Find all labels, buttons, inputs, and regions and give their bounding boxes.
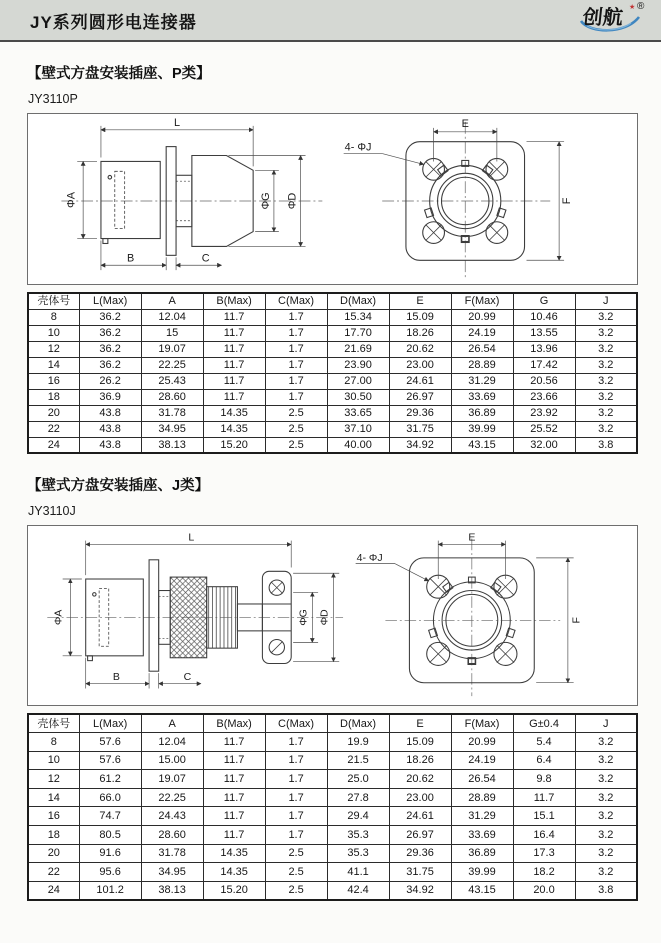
table-cell: 29.36 <box>389 844 451 863</box>
table-cell: 38.13 <box>141 437 203 453</box>
table-cell: 12 <box>28 770 79 789</box>
table-cell: 36.2 <box>79 341 141 357</box>
table-cell: 28.89 <box>451 357 513 373</box>
table-cell: 2.5 <box>265 881 327 900</box>
dim-label-E: E <box>461 117 469 130</box>
technical-drawing-p <box>27 113 638 285</box>
table-cell: 15 <box>141 325 203 341</box>
table-cell: 15.34 <box>327 309 389 325</box>
model-number-j: JY3110J <box>28 504 76 518</box>
table-cell: 31.78 <box>141 405 203 421</box>
table-cell: 9.8 <box>513 770 575 789</box>
dimension-table-p <box>27 292 638 454</box>
table-cell: 20.62 <box>389 341 451 357</box>
column-header: J <box>575 293 637 309</box>
table-cell: 27.8 <box>327 788 389 807</box>
dim-label-phiG: ΦG <box>259 192 272 210</box>
table-cell: 26.54 <box>451 341 513 357</box>
table-cell: 34.92 <box>389 437 451 453</box>
table-cell: 26.54 <box>451 770 513 789</box>
dimension-table-j <box>27 713 638 901</box>
dim-label-L: L <box>188 531 195 544</box>
table-row <box>28 788 637 807</box>
table-row <box>28 341 637 357</box>
logo-star-icon: ★ <box>629 3 636 11</box>
table-cell: 12.04 <box>141 309 203 325</box>
table-cell: 22 <box>28 863 79 882</box>
table-cell: 31.29 <box>451 807 513 826</box>
table-cell: 26.97 <box>389 826 451 845</box>
table-cell: 39.99 <box>451 863 513 882</box>
table-cell: 3.2 <box>575 357 637 373</box>
table-cell: 1.7 <box>265 341 327 357</box>
page-header <box>0 0 661 42</box>
table-cell: 42.4 <box>327 881 389 900</box>
table-row <box>28 807 637 826</box>
table-cell: 1.7 <box>265 309 327 325</box>
dimension-lines <box>344 128 564 260</box>
table-cell: 16.4 <box>513 826 575 845</box>
table-cell: 15.20 <box>203 881 265 900</box>
table-cell: 27.00 <box>327 373 389 389</box>
table-cell: 2.5 <box>265 405 327 421</box>
column-header: 壳体号 <box>28 293 79 309</box>
table-cell: 20.0 <box>513 881 575 900</box>
table-cell: 8 <box>28 309 79 325</box>
table-cell: 18.26 <box>389 325 451 341</box>
dim-label-phiA: ΦA <box>65 192 78 208</box>
table-cell: 11.7 <box>203 733 265 752</box>
column-header: A <box>141 714 203 733</box>
table-cell: 3.2 <box>575 373 637 389</box>
table-cell: 30.50 <box>327 389 389 405</box>
table-cell: 15.00 <box>141 751 203 770</box>
table-cell: 23.66 <box>513 389 575 405</box>
table-cell: 20.99 <box>451 733 513 752</box>
technical-drawing-j <box>27 525 638 706</box>
table-cell: 14.35 <box>203 421 265 437</box>
table-cell: 39.99 <box>451 421 513 437</box>
table-cell: 24 <box>28 437 79 453</box>
table-cell: 18 <box>28 826 79 845</box>
table-cell: 17.3 <box>513 844 575 863</box>
table-cell: 20 <box>28 844 79 863</box>
table-cell: 3.2 <box>575 844 637 863</box>
table-cell: 12 <box>28 341 79 357</box>
table-cell: 24.19 <box>451 751 513 770</box>
table-cell: 25.43 <box>141 373 203 389</box>
table-row <box>28 826 637 845</box>
table-cell: 11.7 <box>203 357 265 373</box>
table-cell: 11.7 <box>203 770 265 789</box>
table-cell: 3.8 <box>575 881 637 900</box>
table-cell: 2.5 <box>265 844 327 863</box>
dim-label-B: B <box>112 670 120 683</box>
column-header: C(Max) <box>265 293 327 309</box>
table-cell: 14 <box>28 788 79 807</box>
table-cell: 1.7 <box>265 733 327 752</box>
table-row <box>28 770 637 789</box>
table-cell: 13.55 <box>513 325 575 341</box>
p-side-view-drawing <box>30 114 332 284</box>
table-cell: 32.00 <box>513 437 575 453</box>
page-content <box>0 62 661 901</box>
dim-label-phiD: ΦD <box>318 609 331 626</box>
table-row <box>28 421 637 437</box>
column-header: B(Max) <box>203 293 265 309</box>
table-header-row <box>28 714 637 733</box>
table-cell: 11.7 <box>203 807 265 826</box>
table-cell: 14.35 <box>203 405 265 421</box>
table-cell: 11.7 <box>203 389 265 405</box>
table-cell: 19.9 <box>327 733 389 752</box>
dim-label-F: F <box>561 197 573 205</box>
table-cell: 3.2 <box>575 325 637 341</box>
j-side-view-drawing <box>30 526 347 705</box>
table-cell: 11.7 <box>203 751 265 770</box>
table-cell: 57.6 <box>79 733 141 752</box>
table-cell: 3.2 <box>575 733 637 752</box>
section-title-p: 【壁式方盘安装插座、P类】 <box>27 66 211 82</box>
table-cell: 24.19 <box>451 325 513 341</box>
table-cell: 66.0 <box>79 788 141 807</box>
table-cell: 33.69 <box>451 389 513 405</box>
table-cell: 20.99 <box>451 309 513 325</box>
table-cell: 17.42 <box>513 357 575 373</box>
table-cell: 23.00 <box>389 788 451 807</box>
table-cell: 40.00 <box>327 437 389 453</box>
dimension-lines <box>356 541 574 683</box>
table-cell: 1.7 <box>265 807 327 826</box>
table-cell: 43.8 <box>79 421 141 437</box>
table-cell: 24.43 <box>141 807 203 826</box>
dim-label-C: C <box>201 252 210 265</box>
table-row <box>28 733 637 752</box>
table-cell: 43.8 <box>79 405 141 421</box>
table-cell: 14.35 <box>203 844 265 863</box>
table-cell: 43.8 <box>79 437 141 453</box>
table-cell: 3.2 <box>575 863 637 882</box>
table-cell: 11.7 <box>203 309 265 325</box>
table-row <box>28 437 637 453</box>
table-cell: 29.4 <box>327 807 389 826</box>
table-row <box>28 751 637 770</box>
column-header: D(Max) <box>327 293 389 309</box>
brand-logo <box>573 0 651 40</box>
table-cell: 91.6 <box>79 844 141 863</box>
column-header: L(Max) <box>79 293 141 309</box>
table-cell: 21.5 <box>327 751 389 770</box>
table-cell: 34.95 <box>141 421 203 437</box>
holes-callout: 4- ΦJ <box>344 141 372 154</box>
table-cell: 20.62 <box>389 770 451 789</box>
table-cell: 22 <box>28 421 79 437</box>
table-cell: 36.2 <box>79 309 141 325</box>
table-cell: 3.2 <box>575 807 637 826</box>
dim-label-phiA: ΦA <box>52 609 65 626</box>
holes-callout: 4- ΦJ <box>356 551 383 564</box>
table-cell: 3.8 <box>575 437 637 453</box>
table-cell: 2.5 <box>265 421 327 437</box>
table-row <box>28 844 637 863</box>
table-cell: 31.29 <box>451 373 513 389</box>
table-cell: 34.95 <box>141 863 203 882</box>
table-cell: 2.5 <box>265 437 327 453</box>
dim-label-L: L <box>174 116 181 129</box>
dim-label-E: E <box>468 531 476 544</box>
table-cell: 24.61 <box>389 373 451 389</box>
connector-body <box>86 579 144 661</box>
table-cell: 22.25 <box>141 357 203 373</box>
table-cell: 24.61 <box>389 807 451 826</box>
table-cell: 22.25 <box>141 788 203 807</box>
table-cell: 36.2 <box>79 357 141 373</box>
table-cell: 43.15 <box>451 437 513 453</box>
table-cell: 38.13 <box>141 881 203 900</box>
table-cell: 11.7 <box>203 325 265 341</box>
table-cell: 25.0 <box>327 770 389 789</box>
table-cell: 36.89 <box>451 405 513 421</box>
brand-logo-icon <box>573 0 651 35</box>
dim-label-C: C <box>183 670 192 683</box>
table-cell: 31.78 <box>141 844 203 863</box>
table-cell: 36.89 <box>451 844 513 863</box>
column-header: E <box>389 293 451 309</box>
table-cell: 3.2 <box>575 309 637 325</box>
knurled-nut <box>170 577 206 658</box>
table-cell: 101.2 <box>79 881 141 900</box>
table-cell: 11.7 <box>203 788 265 807</box>
table-cell: 43.15 <box>451 881 513 900</box>
table-cell: 11.7 <box>203 826 265 845</box>
table-cell: 37.10 <box>327 421 389 437</box>
table-cell: 10.46 <box>513 309 575 325</box>
column-header: E <box>389 714 451 733</box>
table-row <box>28 325 637 341</box>
table-cell: 19.07 <box>141 770 203 789</box>
table-cell: 3.2 <box>575 341 637 357</box>
table-cell: 1.7 <box>265 770 327 789</box>
table-cell: 16 <box>28 373 79 389</box>
table-cell: 19.07 <box>141 341 203 357</box>
table-cell: 36.2 <box>79 325 141 341</box>
table-cell: 16 <box>28 807 79 826</box>
table-cell: 74.7 <box>79 807 141 826</box>
mounting-flange <box>149 560 159 671</box>
dim-label-phiG: ΦG <box>297 609 310 626</box>
model-number-p: JY3110P <box>28 92 78 106</box>
table-row <box>28 389 637 405</box>
table-row <box>28 357 637 373</box>
table-cell: 11.7 <box>203 341 265 357</box>
table-cell: 2.5 <box>265 863 327 882</box>
table-cell: 18.2 <box>513 863 575 882</box>
column-header: A <box>141 293 203 309</box>
table-cell: 3.2 <box>575 788 637 807</box>
table-cell: 15.1 <box>513 807 575 826</box>
table-row <box>28 405 637 421</box>
column-header: J <box>575 714 637 733</box>
table-cell: 23.92 <box>513 405 575 421</box>
table-cell: 15.09 <box>389 309 451 325</box>
column-header: D(Max) <box>327 714 389 733</box>
table-cell: 61.2 <box>79 770 141 789</box>
table-cell: 36.9 <box>79 389 141 405</box>
table-cell: 1.7 <box>265 826 327 845</box>
table-cell: 6.4 <box>513 751 575 770</box>
table-row <box>28 881 637 900</box>
table-cell: 15.09 <box>389 733 451 752</box>
table-row <box>28 863 637 882</box>
table-cell: 1.7 <box>265 751 327 770</box>
j-front-view-drawing <box>347 526 635 705</box>
column-header: F(Max) <box>451 293 513 309</box>
table-cell: 23.00 <box>389 357 451 373</box>
table-cell: 1.7 <box>265 788 327 807</box>
table-cell: 3.2 <box>575 421 637 437</box>
section-j-type <box>27 474 638 901</box>
column-header: 壳体号 <box>28 714 79 733</box>
table-cell: 3.2 <box>575 405 637 421</box>
table-cell: 18 <box>28 389 79 405</box>
table-cell: 28.60 <box>141 826 203 845</box>
table-cell: 80.5 <box>79 826 141 845</box>
ribbed-collar <box>207 587 238 648</box>
dim-label-phiD: ΦD <box>286 192 299 210</box>
table-header-row <box>28 293 637 309</box>
table-cell: 8 <box>28 733 79 752</box>
page-title: JY系列圆形电连接器 <box>30 12 197 32</box>
column-header: B(Max) <box>203 714 265 733</box>
table-cell: 13.96 <box>513 341 575 357</box>
table-cell: 1.7 <box>265 357 327 373</box>
section-p-type <box>27 62 638 454</box>
table-cell: 33.65 <box>327 405 389 421</box>
table-cell: 34.92 <box>389 881 451 900</box>
table-cell: 28.89 <box>451 788 513 807</box>
table-cell: 95.6 <box>79 863 141 882</box>
table-cell: 11.7 <box>203 373 265 389</box>
table-cell: 20 <box>28 405 79 421</box>
column-header: F(Max) <box>451 714 513 733</box>
table-cell: 28.60 <box>141 389 203 405</box>
column-header: C(Max) <box>265 714 327 733</box>
table-cell: 31.75 <box>389 421 451 437</box>
column-header: G±0.4 <box>513 714 575 733</box>
table-cell: 41.1 <box>327 863 389 882</box>
section-title-j: 【壁式方盘安装插座、J类】 <box>27 478 210 494</box>
table-cell: 12.04 <box>141 733 203 752</box>
connector-body <box>101 161 160 243</box>
table-cell: 15.20 <box>203 437 265 453</box>
table-cell: 18.26 <box>389 751 451 770</box>
logo-text: 创航 <box>581 6 624 29</box>
table-cell: 3.2 <box>575 770 637 789</box>
table-cell: 1.7 <box>265 389 327 405</box>
table-cell: 24 <box>28 881 79 900</box>
registered-mark: ® <box>637 0 645 12</box>
table-cell: 23.90 <box>327 357 389 373</box>
table-cell: 1.7 <box>265 373 327 389</box>
table-cell: 14.35 <box>203 863 265 882</box>
column-header: L(Max) <box>79 714 141 733</box>
dim-label-B: B <box>126 252 135 265</box>
table-cell: 3.2 <box>575 389 637 405</box>
p-front-view-drawing <box>335 114 635 284</box>
table-cell: 1.7 <box>265 325 327 341</box>
table-cell: 31.75 <box>389 863 451 882</box>
table-cell: 3.2 <box>575 751 637 770</box>
column-header: G <box>513 293 575 309</box>
table-cell: 17.70 <box>327 325 389 341</box>
table-cell: 26.97 <box>389 389 451 405</box>
table-cell: 35.3 <box>327 844 389 863</box>
table-cell: 26.2 <box>79 373 141 389</box>
table-cell: 33.69 <box>451 826 513 845</box>
table-cell: 21.69 <box>327 341 389 357</box>
table-cell: 10 <box>28 751 79 770</box>
table-cell: 11.7 <box>513 788 575 807</box>
table-cell: 35.3 <box>327 826 389 845</box>
dim-label-F: F <box>570 617 583 624</box>
table-row <box>28 309 637 325</box>
table-row <box>28 373 637 389</box>
table-cell: 25.52 <box>513 421 575 437</box>
table-cell: 57.6 <box>79 751 141 770</box>
table-cell: 5.4 <box>513 733 575 752</box>
table-cell: 20.56 <box>513 373 575 389</box>
table-cell: 29.36 <box>389 405 451 421</box>
table-cell: 3.2 <box>575 826 637 845</box>
table-cell: 14 <box>28 357 79 373</box>
table-cell: 10 <box>28 325 79 341</box>
